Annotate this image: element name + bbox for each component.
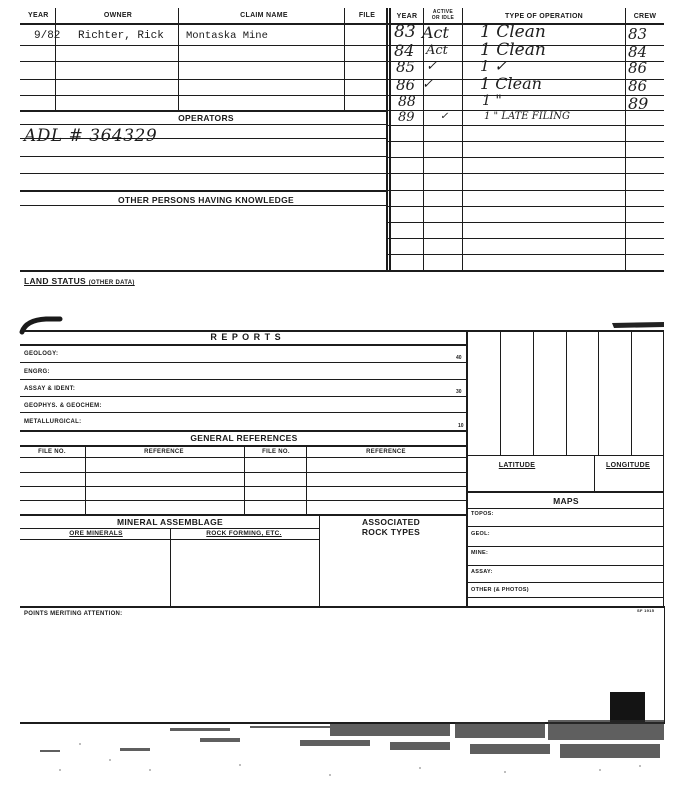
operation-year: 88 — [398, 94, 416, 110]
land-status-note: (OTHER DATA) — [88, 280, 135, 286]
maps-row-topos: TOPOS: — [471, 511, 494, 517]
associated-rock-types-1: ASSOCIATED — [361, 517, 421, 527]
land-status-title: LAND STATUS — [24, 276, 87, 286]
operation-crew: 86 — [628, 59, 648, 77]
maps-row-geol: GEOL: — [471, 531, 490, 537]
maps-row-other: OTHER (& PHOTOS) — [471, 587, 529, 593]
latitude-label: LATITUDE — [498, 462, 536, 469]
operators-header: OPERATORS — [178, 113, 234, 123]
operators-entry: ADL # 364329 — [24, 126, 158, 146]
general-references-title: GENERAL REFERENCES — [190, 433, 298, 443]
ref-col-reference-2: REFERENCE — [366, 449, 406, 455]
operation-year: 85 — [396, 58, 416, 76]
operation-year: 89 — [398, 110, 415, 125]
active-idle-header-1: ACTIVE — [432, 9, 454, 15]
operation-status: Act — [426, 43, 448, 58]
operation-type: 1 Clean — [480, 22, 546, 42]
operation-crew: 83 — [628, 25, 648, 43]
owner-header: OWNER — [103, 12, 133, 19]
maps-row-mine: MINE: — [471, 550, 489, 556]
file-header: FILE — [358, 12, 376, 19]
report-row-label: GEOPHYS. & GEOCHEM: — [24, 403, 102, 409]
report-row-label: METALLURGICAL: — [24, 419, 82, 425]
ore-minerals-label: ORE MINERALS — [69, 530, 123, 537]
operation-status: ✓ — [422, 77, 433, 92]
longitude-label: LONGITUDE — [606, 462, 650, 469]
report-row-code: 10 — [458, 423, 464, 429]
points-meriting-attention-label: POINTS MERITING ATTENTION: — [24, 611, 123, 617]
ref-col-reference-1: REFERENCE — [144, 449, 184, 455]
maps-row-assay: ASSAY: — [471, 569, 493, 575]
associated-rock-types-2: ROCK TYPES — [361, 527, 421, 537]
report-row-label: ASSAY & IDENT: — [24, 386, 76, 392]
report-row-label: ENGRG: — [24, 369, 50, 375]
owner-entry-year: 9/82 — [34, 30, 61, 42]
owner-entry-name: Richter, Rick — [78, 30, 164, 42]
form-number: SF 1915 — [637, 608, 655, 613]
ops-year-header: YEAR — [396, 13, 418, 20]
active-idle-header-2: OR IDLE — [431, 15, 455, 21]
operation-type: 1 Clean — [480, 74, 542, 93]
claim-name-header: CLAIM NAME — [240, 12, 288, 19]
operation-status: ✓ — [426, 59, 437, 74]
operation-year: 86 — [396, 76, 416, 94]
ref-col-file-no-2: FILE NO. — [262, 449, 290, 455]
operation-type: 1 ✓ — [480, 57, 507, 75]
crew-header: CREW — [633, 13, 657, 20]
operation-year: 83 — [394, 22, 416, 42]
owner-entry-claim: Montaska Mine — [186, 30, 268, 42]
other-persons-header: OTHER PERSONS HAVING KNOWLEDGE — [117, 195, 295, 205]
operation-crew: 86 — [628, 77, 648, 95]
rock-forming-label: ROCK FORMING, ETC. — [206, 530, 282, 537]
report-row-code: 40 — [456, 355, 462, 361]
operation-type: 1 " — [482, 93, 502, 109]
report-row-code: 30 — [456, 389, 462, 395]
mineral-assemblage-title: MINERAL ASSEMBLAGE — [117, 517, 223, 527]
operation-type: 1 " LATE FILING — [484, 111, 571, 122]
operation-type: 1 Clean — [480, 40, 546, 60]
operation-status: ✓ — [440, 111, 449, 122]
operation-crew: 84 — [628, 43, 648, 61]
maps-title: MAPS — [553, 496, 579, 506]
ref-col-file-no-1: FILE NO. — [38, 449, 66, 455]
operation-year: 84 — [394, 41, 415, 60]
report-row-label: GEOLOGY: — [24, 351, 59, 357]
operation-crew: 89 — [628, 94, 649, 113]
type-of-operation-header: TYPE OF OPERATION — [504, 13, 584, 20]
reports-title: R E P O R T S — [210, 332, 282, 342]
operation-status: Act — [422, 23, 449, 42]
year-header: YEAR — [28, 12, 49, 19]
